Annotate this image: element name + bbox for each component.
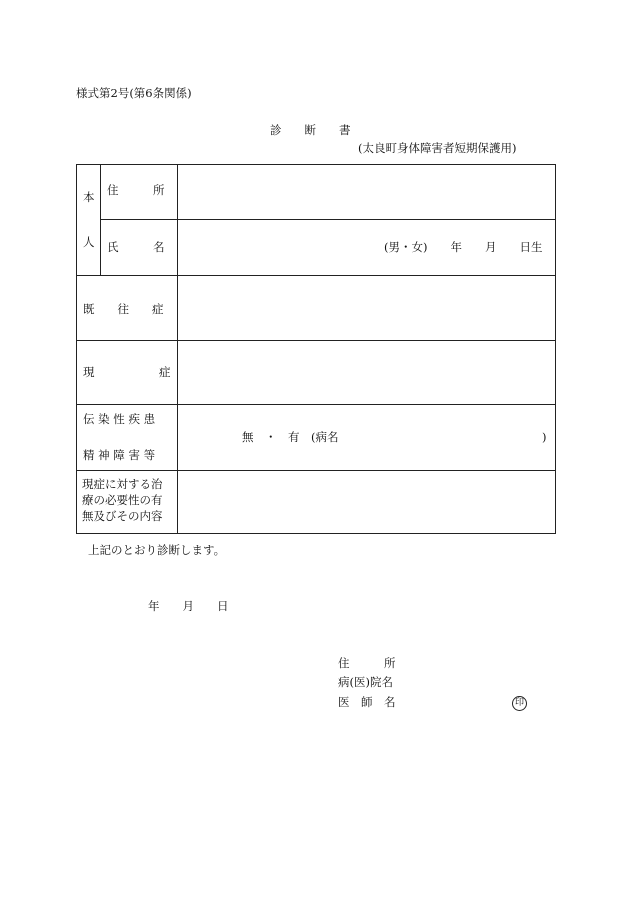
treatment-label-line-3: 無及びその内容	[82, 509, 163, 523]
infectious-disease-label: 伝 染 性 疾 患	[83, 412, 156, 426]
seal-mark: 印	[512, 696, 527, 711]
treatment-label-line-1: 現症に対する治	[82, 477, 163, 491]
person-label-bottom: 人	[83, 235, 95, 249]
person-label-top: 本	[83, 190, 95, 204]
diagnosis-statement: 上記のとおり診断します。	[88, 543, 226, 557]
disease-name-close-paren: )	[542, 430, 547, 444]
document-title: 診 断 書	[270, 123, 351, 137]
document-subtitle: (太良町身体障害者短期保護用)	[358, 141, 517, 155]
current-illness-label-end: 症	[159, 365, 171, 379]
diagnosis-table	[76, 164, 556, 534]
address-label: 住 所	[107, 183, 165, 197]
form-number: 様式第2号(第6条関係)	[76, 86, 192, 100]
presence-absence-field: 無 ・ 有 (病名	[242, 430, 339, 444]
sex-birthdate-fields: (男・女) 年 月 日生	[384, 240, 543, 254]
treatment-label-line-2: 療の必要性の有	[82, 493, 163, 507]
date-line: 年 月 日	[148, 599, 229, 613]
name-label: 氏 名	[107, 240, 165, 254]
signer-address-label: 住 所	[338, 656, 396, 670]
current-illness-label-start: 現	[83, 365, 95, 379]
mental-disorder-label: 精 神 障 害 等	[83, 448, 156, 462]
past-illness-label: 既 往 症	[83, 302, 164, 316]
doctor-name-label: 医 師 名	[338, 695, 396, 709]
hospital-name-label: 病(医)院名	[338, 675, 393, 689]
